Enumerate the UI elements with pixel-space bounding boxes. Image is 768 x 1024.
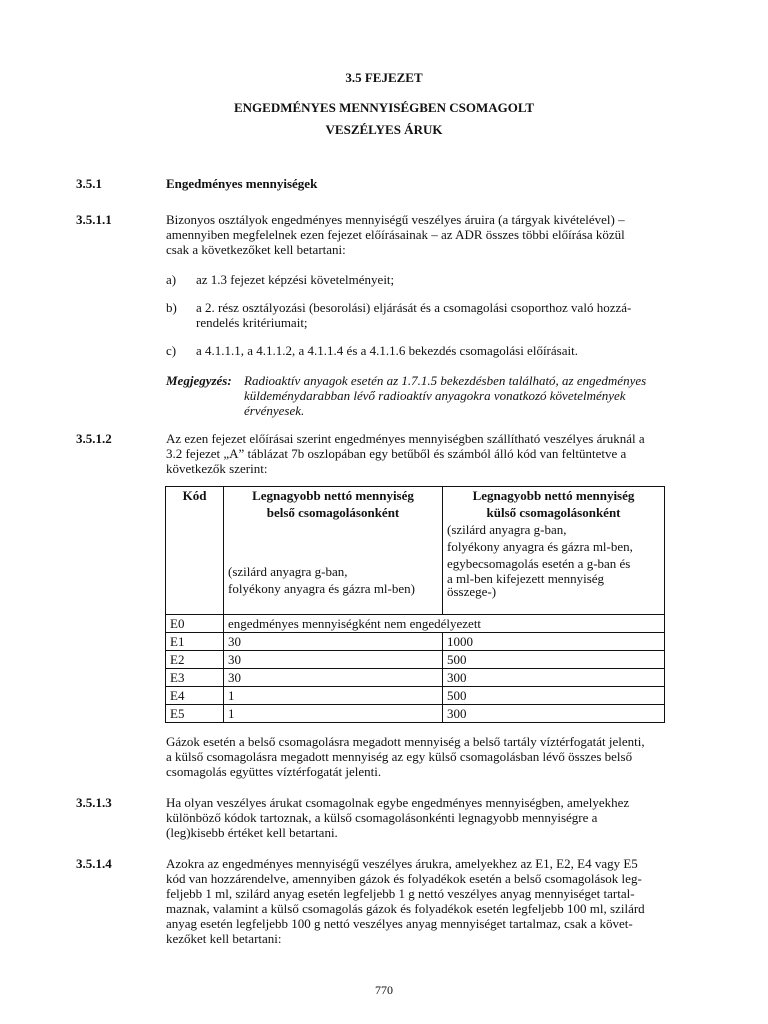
note-label: Megjegyzés: bbox=[166, 373, 232, 388]
text-line: Gázok esetén a belső csomagolásra megadott mennyiség a belső tartály víztérfogatát jelenti, bbox=[166, 734, 645, 749]
chapter-title-line-1: ENGEDMÉNYES MENNYISÉGBEN CSOMAGOLT bbox=[233, 100, 534, 115]
header-subtext: (szilárd anyagra g-ban, bbox=[447, 522, 567, 537]
text-line: Azokra az engedményes mennyiségű veszélyes árukra, amelyekhez az E1, E2, E4 vagy E5 bbox=[166, 856, 638, 871]
section-3-5-1-number: 3.5.1 bbox=[76, 176, 102, 191]
text-line: maznak, valamint a külső csomagolás gázok és folyadékok esetén legfeljebb 100 ml, szilárd bbox=[166, 901, 645, 916]
header-line: belső csomagolásonként bbox=[266, 505, 400, 520]
text-line: anyag esetén legfeljebb 100 g nettó veszélyes anyag mennyiséget tartalmaz, csak a követ- bbox=[166, 916, 633, 931]
cell-outer: 300 bbox=[443, 705, 665, 723]
text-line: 3.2 fejezet „A” táblázat 7b oszlopában egy betűből és számból álló kód van feltüntetve a bbox=[166, 446, 627, 461]
section-3-5-1-1-number: 3.5.1.1 bbox=[76, 212, 112, 227]
cell-code: E1 bbox=[166, 633, 224, 651]
header-inner-packaging bbox=[224, 487, 443, 615]
cell-inner: 30 bbox=[224, 651, 443, 669]
table-row bbox=[166, 651, 665, 669]
cell-outer: 1000 bbox=[443, 633, 665, 651]
list-item-label: b) bbox=[166, 300, 177, 315]
table-header-row bbox=[166, 487, 665, 615]
header-subtext: egybecsomagolás esetén a g-ban és bbox=[447, 556, 631, 571]
text-line: csak a következőket kell betartani: bbox=[166, 242, 346, 257]
header-subtext: összege-) bbox=[447, 584, 497, 599]
chapter-title-line-2: VESZÉLYES ÁRUK bbox=[325, 122, 443, 137]
table-row bbox=[166, 687, 665, 705]
text-line: Az ezen fejezet előírásai szerint engedményes mennyiségben szállítható veszélyes áruknál a bbox=[166, 431, 645, 446]
list-item-text bbox=[196, 272, 694, 287]
text-line: Bizonyos osztályok engedményes mennyiségű veszélyes áruira (a tárgyak kivételével) – bbox=[166, 212, 625, 227]
header-line: Legnagyobb nettó mennyiség bbox=[472, 488, 635, 503]
section-3-5-1-1-text bbox=[166, 212, 694, 257]
text-line: kezőket kell betartani: bbox=[166, 931, 282, 946]
header-subtext: a ml-ben kifejezett mennyiség bbox=[447, 571, 605, 586]
cell-inner: 1 bbox=[224, 687, 443, 705]
section-3-5-1-2-after-text bbox=[166, 734, 694, 779]
cell-code: E3 bbox=[166, 669, 224, 687]
cell-inner: 1 bbox=[224, 705, 443, 723]
text-line: a 4.1.1.1, a 4.1.1.2, a 4.1.1.4 és a 4.1.1.6 bekezdés csomagolási előírásait. bbox=[196, 343, 578, 358]
text-line: Ha olyan veszélyes árukat csomagolnak egybe engedményes mennyiségben, amelyekhez bbox=[166, 795, 630, 810]
header-code: Kód bbox=[166, 487, 224, 615]
text-line: amennyiben megfelelnek ezen fejezet előírásainak – az ADR összes többi előírása közül bbox=[166, 227, 625, 242]
table-row bbox=[166, 669, 665, 687]
section-3-5-1-3-text bbox=[166, 795, 694, 840]
cell-outer: 500 bbox=[443, 687, 665, 705]
text-line: a külső csomagolásra megadott mennyiség az egy külső csomagolásban lévő összes belső bbox=[166, 749, 633, 764]
table-row bbox=[166, 705, 665, 723]
text-line: Radioaktív anyagok esetén az 1.7.1.5 bekezdésben található, az engedményes bbox=[244, 373, 647, 388]
text-line: küldeménydarabban lévő radioaktív anyagokra vonatkozó követelmények bbox=[244, 388, 626, 403]
header-line: Legnagyobb nettó mennyiség bbox=[252, 488, 414, 503]
text-line: az 1.3 fejezet képzési követelményeit; bbox=[196, 272, 395, 287]
list-item-text bbox=[196, 343, 694, 358]
text-line: következők szerint: bbox=[166, 461, 268, 476]
cell-code: E5 bbox=[166, 705, 224, 723]
header-line: külső csomagolásonként bbox=[486, 505, 621, 520]
cell-outer: 300 bbox=[443, 669, 665, 687]
list-item-label: a) bbox=[166, 272, 177, 287]
list-item-text bbox=[196, 300, 694, 330]
list-item-label: c) bbox=[166, 343, 177, 358]
text-line: kód van hozzárendelve, amennyiben gázok és folyadékok esetén a belső csomagolások leg- bbox=[166, 871, 642, 886]
chapter-heading: 3.5 FEJEZET bbox=[345, 70, 423, 85]
text-line: rendelés kritériumait; bbox=[196, 315, 308, 330]
section-3-5-1-4-number: 3.5.1.4 bbox=[76, 856, 112, 871]
cell-inner: 30 bbox=[224, 669, 443, 687]
page-number: 770 bbox=[375, 983, 393, 997]
table-row bbox=[166, 633, 665, 651]
note-text bbox=[244, 373, 694, 418]
text-line: érvényesek. bbox=[244, 403, 305, 418]
section-3-5-1-4-text bbox=[166, 856, 694, 946]
header-subtext: folyékony anyagra és gázra ml-ben) bbox=[228, 581, 415, 596]
text-line: különböző kódok tartoznak, a külső csomagolásonkénti legnagyobb mennyiségre a bbox=[166, 810, 598, 825]
exempted-quantity-codes-table bbox=[165, 486, 665, 723]
table-row bbox=[166, 615, 665, 633]
text-line: csomagolás együttes víztérfogatát jelenti. bbox=[166, 764, 382, 779]
cell-code: E4 bbox=[166, 687, 224, 705]
header-subtext: folyékony anyagra és gázra ml-ben, bbox=[447, 539, 633, 554]
header-outer-packaging bbox=[443, 487, 665, 615]
section-3-5-1-2-text bbox=[166, 431, 694, 476]
text-line: a 2. rész osztályozási (besorolási) eljárását és a csomagolási csoporthoz való hozzá- bbox=[196, 300, 632, 315]
cell-inner: 30 bbox=[224, 633, 443, 651]
cell-outer: 500 bbox=[443, 651, 665, 669]
section-3-5-1-title: Engedményes mennyiségek bbox=[166, 176, 318, 191]
cell-code: E0 bbox=[166, 615, 224, 633]
section-3-5-1-3-number: 3.5.1.3 bbox=[76, 795, 112, 810]
header-subtext: (szilárd anyagra g-ban, bbox=[228, 564, 348, 579]
cell-e0-text: engedményes mennyiségként nem engedélyezett bbox=[224, 615, 665, 633]
section-3-5-1-2-number: 3.5.1.2 bbox=[76, 431, 112, 446]
text-line: feljebb 1 ml, szilárd anyag esetén legfeljebb 1 g nettó veszélyes anyag mennyiséget tartal- bbox=[166, 886, 635, 901]
text-line: (leg)kisebb értéket kell betartani. bbox=[166, 825, 338, 840]
cell-code: E2 bbox=[166, 651, 224, 669]
